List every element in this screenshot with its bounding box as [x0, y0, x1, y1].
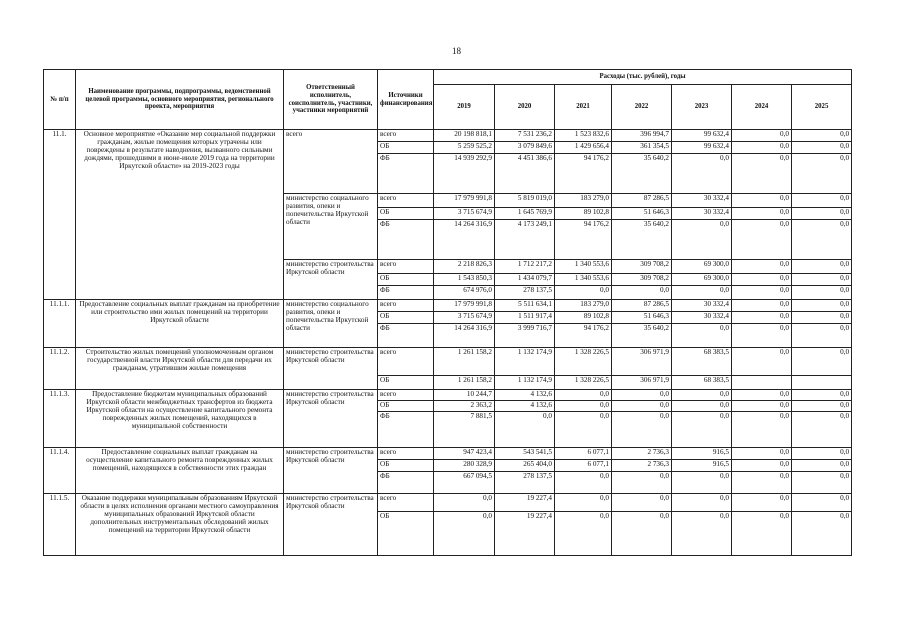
- responsible-executor: министерство социального развития, опеки и попечительства Иркутской области: [284, 300, 378, 348]
- expense-value: 2 218 826,3: [434, 260, 495, 274]
- expense-value: 1 712 217,2: [495, 260, 555, 274]
- expense-value: 99 632,4: [672, 130, 732, 142]
- row-number: 11.1.: [44, 130, 76, 300]
- funding-source: ФБ: [378, 472, 434, 494]
- expense-value: 916,5: [672, 460, 732, 472]
- funding-source: ОБ: [378, 274, 434, 286]
- header-source: Источники финансирования: [378, 70, 434, 130]
- expense-value: 89 102,8: [555, 312, 612, 324]
- expense-value: 4 173 249,1: [495, 220, 555, 260]
- expense-value: 10 244,7: [434, 390, 495, 401]
- expense-value: 0,0: [792, 300, 852, 312]
- expense-value: 0,0: [792, 401, 852, 412]
- expense-value: 69 300,0: [672, 260, 732, 274]
- measure-name: Основное мероприятие «Оказание мер социальной поддержки гражданам, жилые помещения которых утрачены или повреждены в результате наводнения, вызванного сильными дождями, прошедшими в июне-июле 2019 года на территории Иркутской области» на 2019-2023 годы: [76, 130, 284, 300]
- expense-value: 94 176,2: [555, 324, 612, 348]
- budget-table: [43, 69, 852, 556]
- expense-value: 1 328 226,5: [555, 348, 612, 376]
- funding-source: ОБ: [378, 142, 434, 154]
- expense-value: 19 227,4: [495, 494, 555, 512]
- expense-value: 396 994,7: [612, 130, 672, 142]
- header-year: 2025: [792, 85, 852, 130]
- funding-source: ФБ: [378, 220, 434, 260]
- expense-value: 6 077,1: [555, 448, 612, 460]
- expense-value: 0,0: [672, 512, 732, 556]
- expense-value: 0,0: [612, 412, 672, 448]
- table-row: [44, 494, 852, 512]
- expense-value: 2 736,3: [612, 460, 672, 472]
- expense-value: 0,0: [792, 142, 852, 154]
- expense-value: 0,0: [792, 260, 852, 274]
- expense-value: 0,0: [792, 460, 852, 472]
- funding-source: всего: [378, 494, 434, 512]
- expense-value: 306 971,9: [612, 348, 672, 376]
- header-num: № п/п: [44, 70, 76, 130]
- expense-value: 1 434 079,7: [495, 274, 555, 286]
- table-row: [44, 448, 852, 460]
- expense-value: 4 132,6: [495, 401, 555, 412]
- expense-value: 0,0: [792, 494, 852, 512]
- funding-source: ОБ: [378, 208, 434, 220]
- expense-value: 361 354,5: [612, 142, 672, 154]
- expense-value: 0,0: [792, 274, 852, 286]
- expense-value: 0,0: [732, 154, 792, 194]
- expense-value: 94 176,2: [555, 220, 612, 260]
- expense-value: 0,0: [732, 460, 792, 472]
- expense-value: 17 979 991,8: [434, 300, 495, 312]
- header-year: 2024: [732, 85, 792, 130]
- expense-value: 35 640,2: [612, 154, 672, 194]
- expense-value: 947 423,4: [434, 448, 495, 460]
- row-number: 11.1.4.: [44, 448, 76, 494]
- expense-value: 0,0: [672, 286, 732, 300]
- expense-value: 0,0: [792, 512, 852, 556]
- expense-value: 278 137,5: [495, 286, 555, 300]
- expense-value: 14 264 316,9: [434, 220, 495, 260]
- expense-value: 0,0: [612, 494, 672, 512]
- responsible-executor: министерство строительства Иркутской области: [284, 260, 378, 300]
- expense-value: 1 429 656,4: [555, 142, 612, 154]
- expense-value: 51 646,3: [612, 208, 672, 220]
- expense-value: 1 511 917,4: [495, 312, 555, 324]
- expense-value: 4 451 386,6: [495, 154, 555, 194]
- expense-value: 0,0: [612, 512, 672, 556]
- header-expenses: Расходы (тыс. рублей), годы: [434, 70, 852, 85]
- responsible-executor: министерство социального развития, опеки и попечительства Иркутской области: [284, 194, 378, 260]
- expense-value: 543 541,5: [495, 448, 555, 460]
- expense-value: 0,0: [792, 154, 852, 194]
- expense-value: 1 340 553,6: [555, 274, 612, 286]
- expense-value: 0,0: [792, 312, 852, 324]
- responsible-executor: всего: [284, 130, 378, 194]
- table-row: [44, 390, 852, 401]
- expense-value: 0,0: [792, 208, 852, 220]
- expense-value: 0,0: [672, 220, 732, 260]
- expense-value: 6 077,1: [555, 460, 612, 472]
- expense-value: 0,0: [732, 412, 792, 448]
- expense-value: 309 708,2: [612, 274, 672, 286]
- expense-value: 69 300,0: [672, 274, 732, 286]
- header-year: 2020: [495, 85, 555, 130]
- expense-value: 0,0: [555, 401, 612, 412]
- funding-source: ОБ: [378, 512, 434, 556]
- funding-source: ФБ: [378, 412, 434, 448]
- expense-value: 280 328,9: [434, 460, 495, 472]
- expense-value: 0,0: [672, 412, 732, 448]
- funding-source: ОБ: [378, 401, 434, 412]
- expense-value: 0,0: [732, 512, 792, 556]
- table-body: [44, 130, 852, 556]
- funding-source: ОБ: [378, 460, 434, 472]
- expense-value: 0,0: [732, 260, 792, 274]
- responsible-executor: министерство строительства Иркутской области: [284, 448, 378, 494]
- responsible-executor: министерство строительства Иркутской области: [284, 348, 378, 390]
- expense-value: 1 523 832,6: [555, 130, 612, 142]
- expense-value: 0,0: [732, 448, 792, 460]
- expense-value: 17 979 991,8: [434, 194, 495, 208]
- expense-value: 0,0: [434, 512, 495, 556]
- funding-source: ФБ: [378, 324, 434, 348]
- header-name: Наименование программы, подпрограммы, ведомственной целевой программы, основного мероприятия, регионального проекта, мероприятия: [76, 70, 284, 130]
- expense-value: 3 715 674,9: [434, 208, 495, 220]
- expense-value: 674 976,0: [434, 286, 495, 300]
- row-number: 11.1.5.: [44, 494, 76, 556]
- table-row: [44, 348, 852, 376]
- expense-value: 35 640,2: [612, 324, 672, 348]
- expense-value: 0,0: [555, 412, 612, 448]
- expense-value: 30 332,4: [672, 208, 732, 220]
- expense-value: 0,0: [732, 312, 792, 324]
- funding-source: всего: [378, 194, 434, 208]
- expense-value: 30 332,4: [672, 300, 732, 312]
- expense-value: 0,0: [732, 401, 792, 412]
- header-year: 2022: [612, 85, 672, 130]
- expense-value: 183 279,0: [555, 194, 612, 208]
- expense-value: 20 198 818,1: [434, 130, 495, 142]
- funding-source: всего: [378, 300, 434, 312]
- expense-value: 7 881,5: [434, 412, 495, 448]
- expense-value: 0,0: [612, 401, 672, 412]
- responsible-executor: министерство строительства Иркутской области: [284, 390, 378, 448]
- measure-name: Предоставление бюджетам муниципальных образований Иркутской области межбюджетных трансфертов из бюджета Иркутской области на осуществление капитального ремонта поврежденных жилых помещений, находящихся в муниципальной собственности: [76, 390, 284, 448]
- expense-value: 0,0: [792, 220, 852, 260]
- expense-value: 2 736,3: [612, 448, 672, 460]
- header-year: 2023: [672, 85, 732, 130]
- expense-value: 94 176,2: [555, 154, 612, 194]
- expense-value: 99 632,4: [672, 142, 732, 154]
- expense-value: 5 259 525,2: [434, 142, 495, 154]
- expense-value: 0,0: [792, 448, 852, 460]
- expense-value: [732, 376, 792, 390]
- expense-value: 0,0: [612, 390, 672, 401]
- funding-source: ФБ: [378, 154, 434, 194]
- expense-value: 0,0: [732, 142, 792, 154]
- header-responsible: Ответственный исполнитель, соисполнитель, участники, участники мероприятий: [284, 70, 378, 130]
- expense-value: 0,0: [792, 412, 852, 448]
- expense-value: 0,0: [732, 220, 792, 260]
- expense-value: 1 132 174,9: [495, 376, 555, 390]
- expense-value: 1 132 174,9: [495, 348, 555, 376]
- expense-value: 68 383,5: [672, 348, 732, 376]
- expense-value: 0,0: [792, 286, 852, 300]
- responsible-executor: министерство строительства Иркутской области: [284, 494, 378, 556]
- expense-value: 5 819 019,0: [495, 194, 555, 208]
- expense-value: 1 543 850,3: [434, 274, 495, 286]
- expense-value: 0,0: [732, 274, 792, 286]
- funding-source: всего: [378, 130, 434, 142]
- expense-value: 1 261 158,2: [434, 348, 495, 376]
- expense-value: 3 999 716,7: [495, 324, 555, 348]
- expense-value: 0,0: [732, 300, 792, 312]
- expense-value: 0,0: [732, 324, 792, 348]
- funding-source: ФБ: [378, 286, 434, 300]
- expense-value: 309 708,2: [612, 260, 672, 274]
- expense-value: 0,0: [672, 154, 732, 194]
- expense-value: 0,0: [732, 348, 792, 376]
- expense-value: 0,0: [672, 324, 732, 348]
- expense-value: 3 715 674,9: [434, 312, 495, 324]
- expense-value: 0,0: [792, 390, 852, 401]
- table-row: [44, 300, 852, 312]
- funding-source: ОБ: [378, 312, 434, 324]
- expense-value: 0,0: [555, 472, 612, 494]
- expense-value: 0,0: [792, 348, 852, 376]
- expense-value: 1 645 769,9: [495, 208, 555, 220]
- funding-source: всего: [378, 390, 434, 401]
- funding-source: всего: [378, 448, 434, 460]
- expense-value: 0,0: [612, 472, 672, 494]
- expense-value: 35 640,2: [612, 220, 672, 260]
- expense-value: 0,0: [732, 472, 792, 494]
- expense-value: 3 079 849,6: [495, 142, 555, 154]
- funding-source: ОБ: [378, 376, 434, 390]
- expense-value: 1 328 226,5: [555, 376, 612, 390]
- expense-value: 0,0: [555, 494, 612, 512]
- expense-value: [792, 376, 852, 390]
- expense-value: 0,0: [732, 208, 792, 220]
- header-year: 2019: [434, 85, 495, 130]
- expense-value: 89 102,8: [555, 208, 612, 220]
- expense-value: 0,0: [612, 286, 672, 300]
- expense-value: 278 137,5: [495, 472, 555, 494]
- funding-source: всего: [378, 260, 434, 274]
- expense-value: 0,0: [672, 390, 732, 401]
- expense-value: 0,0: [672, 472, 732, 494]
- expense-value: 0,0: [672, 494, 732, 512]
- expense-value: 0,0: [732, 130, 792, 142]
- expense-value: 0,0: [732, 194, 792, 208]
- expense-value: 87 286,5: [612, 194, 672, 208]
- header-year: 2021: [555, 85, 612, 130]
- expense-value: 14 939 292,9: [434, 154, 495, 194]
- row-number: 11.1.3.: [44, 390, 76, 448]
- expense-value: 68 383,5: [672, 376, 732, 390]
- expense-value: 0,0: [732, 494, 792, 512]
- expense-value: 5 511 634,1: [495, 300, 555, 312]
- expense-value: 1 340 553,6: [555, 260, 612, 274]
- expense-value: 0,0: [555, 286, 612, 300]
- expense-value: 265 404,0: [495, 460, 555, 472]
- measure-name: Предоставление социальных выплат гражданам на осуществление капитального ремонта поврежденных жилых помещений, находящихся в собственности этих граждан: [76, 448, 284, 494]
- expense-value: 19 227,4: [495, 512, 555, 556]
- expense-value: 183 279,0: [555, 300, 612, 312]
- expense-value: 7 531 236,2: [495, 130, 555, 142]
- expense-value: 0,0: [732, 286, 792, 300]
- table-row: [44, 130, 852, 142]
- expense-value: 30 332,4: [672, 194, 732, 208]
- expense-value: 0,0: [792, 472, 852, 494]
- expense-value: 87 286,5: [612, 300, 672, 312]
- expense-value: 0,0: [792, 130, 852, 142]
- expense-value: 14 264 316,9: [434, 324, 495, 348]
- expense-value: 0,0: [434, 494, 495, 512]
- expense-value: 2 363,2: [434, 401, 495, 412]
- expense-value: 0,0: [555, 512, 612, 556]
- funding-source: всего: [378, 348, 434, 376]
- expense-value: 306 971,9: [612, 376, 672, 390]
- expense-value: 0,0: [792, 194, 852, 208]
- expense-value: 667 094,5: [434, 472, 495, 494]
- expense-value: 4 132,6: [495, 390, 555, 401]
- expense-value: 0,0: [672, 401, 732, 412]
- expense-value: 51 646,3: [612, 312, 672, 324]
- expense-value: 0,0: [555, 390, 612, 401]
- expense-value: 1 261 158,2: [434, 376, 495, 390]
- expense-value: 0,0: [792, 324, 852, 348]
- page-number: 18: [452, 46, 461, 56]
- row-number: 11.1.2.: [44, 348, 76, 390]
- expense-value: 916,5: [672, 448, 732, 460]
- expense-value: 0,0: [495, 412, 555, 448]
- measure-name: Оказание поддержки муниципальным образованиям Иркутской области в целях исполнения органами местного самоуправления муниципальных образований Иркутской области дополнительных инструментальных обследований жилых помещений на территории Иркутской области: [76, 494, 284, 556]
- expense-value: 0,0: [732, 390, 792, 401]
- measure-name: Предоставление социальных выплат гражданам на приобретение или строительство ими жилых помещений на территории Иркутской области: [76, 300, 284, 348]
- expense-value: 30 332,4: [672, 312, 732, 324]
- measure-name: Строительство жилых помещений уполномоченным органом государственной власти Иркутской области для передачи их гражданам, утратившим жилые помещения: [76, 348, 284, 390]
- row-number: 11.1.1.: [44, 300, 76, 348]
